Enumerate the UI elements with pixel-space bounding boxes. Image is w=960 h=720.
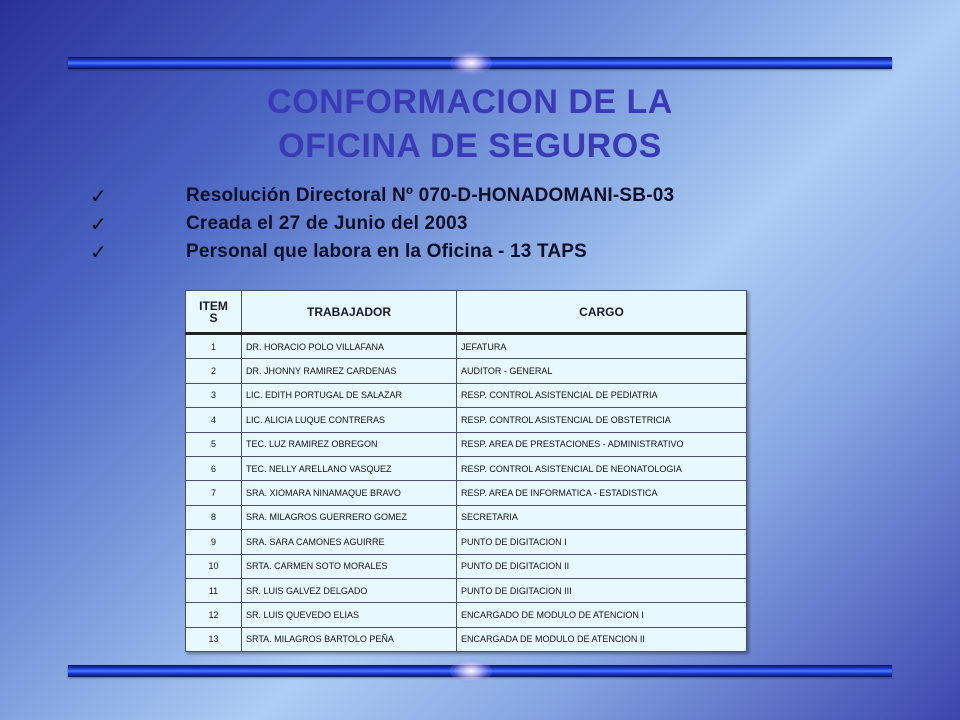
row-worker-name: DR. HORACIO POLO VILLAFANA: [242, 334, 457, 359]
column-header-items-line-1: ITEM: [199, 298, 228, 313]
row-worker-name: SRTA. MILAGROS BARTOLO PEÑA: [242, 627, 457, 651]
row-position: RESP. CONTROL ASISTENCIAL DE OBSTETRICIA: [457, 408, 747, 432]
row-position: JEFATURA: [457, 334, 747, 359]
row-position: RESP. CONTROL ASISTENCIAL DE PEDIATRIA: [457, 383, 747, 407]
table-row: [186, 456, 747, 480]
table-row: [186, 505, 747, 529]
checkmark-icon: ✓: [90, 212, 107, 236]
table-row: [186, 530, 747, 554]
row-position: PUNTO DE DIGITACION I: [457, 530, 747, 554]
top-decorative-bar: [68, 57, 892, 69]
table-row: [186, 578, 747, 602]
row-item-number: 4: [186, 408, 242, 432]
row-item-number: 1: [186, 334, 242, 359]
row-worker-name: SRA. XIOMARA NINAMAQUE BRAVO: [242, 481, 457, 505]
row-position: PUNTO DE DIGITACION III: [457, 578, 747, 602]
row-position: ENCARGADA DE MODULO DE ATENCION II: [457, 627, 747, 651]
bullet-text-created: Creada el 27 de Junio del 2003: [186, 213, 468, 234]
row-item-number: 3: [186, 383, 242, 407]
row-worker-name: SR. LUIS GALVEZ DELGADO: [242, 578, 457, 602]
row-item-number: 7: [186, 481, 242, 505]
row-worker-name: SR. LUIS QUEVEDO ELIAS: [242, 603, 457, 627]
row-worker-name: TEC. LUZ RAMIREZ OBREGON: [242, 432, 457, 456]
row-item-number: 5: [186, 432, 242, 456]
bullet-text-staff: Personal que labora en la Oficina - 13 TAPS: [186, 241, 588, 262]
column-header-position: CARGO: [457, 291, 747, 334]
bullet-item: [90, 210, 674, 238]
page-title-line-2: OFICINA DE SEGUROS: [278, 127, 662, 165]
staff-table: [185, 290, 747, 652]
bullet-item: [90, 238, 674, 266]
bullet-list: [90, 182, 674, 266]
row-position: AUDITOR - GENERAL: [457, 359, 747, 383]
row-position: RESP. AREA DE INFORMATICA - ESTADISTICA: [457, 481, 747, 505]
row-worker-name: LIC. EDITH PORTUGAL DE SALAZAR: [242, 383, 457, 407]
row-item-number: 6: [186, 456, 242, 480]
checkmark-icon: ✓: [90, 184, 107, 208]
row-worker-name: SRA. MILAGROS GUERRERO GOMEZ: [242, 505, 457, 529]
row-position: PUNTO DE DIGITACION II: [457, 554, 747, 578]
row-position: RESP. AREA DE PRESTACIONES - ADMINISTRATIVO: [457, 432, 747, 456]
row-item-number: 8: [186, 505, 242, 529]
table-row: [186, 627, 747, 651]
row-position: SECRETARIA: [457, 505, 747, 529]
bottom-bar-glow: [450, 659, 492, 683]
table-row: [186, 334, 747, 359]
row-item-number: 9: [186, 530, 242, 554]
table-row: [186, 481, 747, 505]
bullet-item: [90, 182, 674, 210]
row-worker-name: SRTA. CARMEN SOTO MORALES: [242, 554, 457, 578]
checkmark-icon: ✓: [90, 240, 107, 264]
row-item-number: 12: [186, 603, 242, 627]
bottom-decorative-bar: [68, 665, 892, 677]
table-row: [186, 432, 747, 456]
row-item-number: 2: [186, 359, 242, 383]
top-bar-glow: [450, 51, 492, 75]
column-header-worker: TRABAJADOR: [242, 291, 457, 334]
table-row: [186, 554, 747, 578]
row-item-number: 11: [186, 578, 242, 602]
row-position: ENCARGADO DE MODULO DE ATENCION I: [457, 603, 747, 627]
page-title-line-1: CONFORMACION DE LA: [267, 83, 673, 121]
row-worker-name: SRA. SARA CAMONES AGUIRRE: [242, 530, 457, 554]
table-row: [186, 383, 747, 407]
table-row: [186, 408, 747, 432]
column-header-items-line-2: S: [209, 310, 218, 325]
column-header-items: [186, 291, 242, 334]
row-position: RESP. CONTROL ASISTENCIAL DE NEONATOLOGIA: [457, 456, 747, 480]
bullet-text-resolution: Resolución Directoral Nº 070-D-HONADOMANI-SB-03: [186, 185, 675, 206]
table-row: [186, 359, 747, 383]
row-worker-name: LIC. ALICIA LUQUE CONTRERAS: [242, 408, 457, 432]
row-item-number: 13: [186, 627, 242, 651]
table-row: [186, 603, 747, 627]
table-header-row: [186, 291, 747, 334]
row-worker-name: DR. JHONNY RAMIREZ CARDENAS: [242, 359, 457, 383]
row-item-number: 10: [186, 554, 242, 578]
row-worker-name: TEC. NELLY ARELLANO VASQUEZ: [242, 456, 457, 480]
